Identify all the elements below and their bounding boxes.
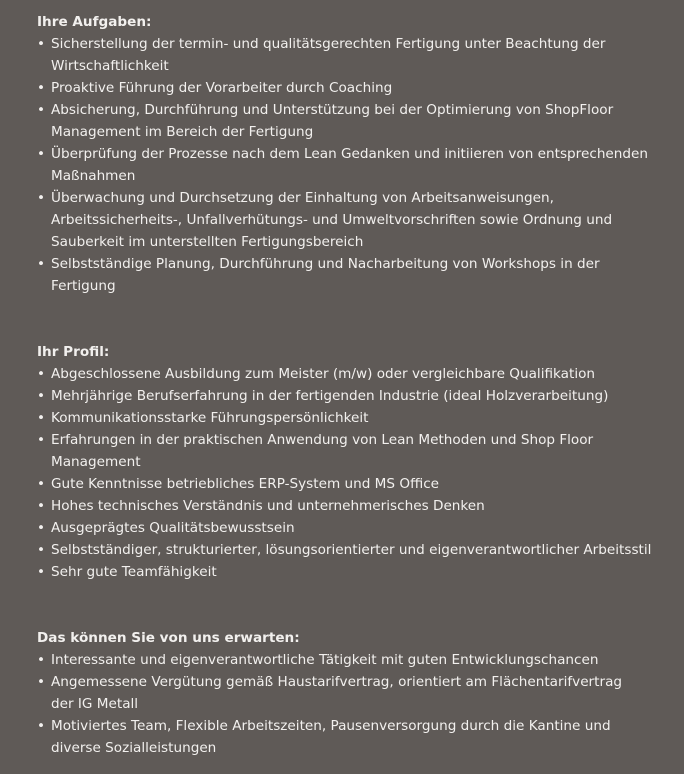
list-item (37, 539, 663, 561)
bullet-list (37, 363, 684, 583)
list-item-text: • Sicherstellung der termin- und qualitätsgerechten Fertigung unter Beachtung der (51, 36, 606, 52)
list-item-text: • Sehr gute Teamfähigkeit (51, 564, 217, 580)
list-item-text: • Selbstständiger, strukturierter, lösungsorientierter und eigenverantwortlicher Arbeitsstil (51, 542, 652, 558)
section-benefits (37, 627, 684, 759)
list-item-text: • Proaktive Führung der Vorarbeiter durch Coaching (51, 80, 393, 96)
list-item (37, 561, 663, 583)
bullet-list (37, 649, 684, 759)
list-item-text: • Erfahrungen in der praktischen Anwendung von Lean Methoden und Shop Floor (51, 432, 594, 448)
section-heading: Ihre Aufgaben: (37, 14, 152, 30)
list-item-text: • Überprüfung der Prozesse nach dem Lean Gedanken und initiieren von entsprechenden (51, 146, 649, 162)
list-item (37, 99, 663, 143)
list-item (37, 517, 663, 539)
list-item (37, 77, 663, 99)
list-item-text: diverse Sozialleistungen (51, 740, 217, 756)
list-item-text: • Kommunikationsstarke Führungspersönlichkeit (51, 410, 369, 426)
list-item (37, 649, 663, 671)
section-heading: Das können Sie von uns erwarten: (37, 630, 300, 646)
list-item-text: • Hohes technisches Verständnis und unternehmerisches Denken (51, 498, 485, 514)
list-item-text: Fertigung (51, 278, 116, 294)
list-item (37, 429, 663, 473)
list-item (37, 143, 663, 187)
list-item-text: Maßnahmen (51, 168, 136, 184)
list-item-text: Management im Bereich der Fertigung (51, 124, 314, 140)
list-item-text: Sauberkeit im unterstellten Fertigungsbereich (51, 234, 364, 250)
list-item (37, 187, 663, 253)
list-item-text: • Überwachung und Durchsetzung der Einhaltung von Arbeitsanweisungen, (51, 190, 554, 206)
list-item (37, 715, 663, 759)
list-item-text: Management (51, 454, 141, 470)
list-item (37, 495, 663, 517)
list-item (37, 253, 663, 297)
list-item-text: • Motiviertes Team, Flexible Arbeitszeiten, Pausenversorgung durch die Kantine und (51, 718, 611, 734)
list-item-text: Arbeitssicherheits-, Unfallverhütungs- und Umweltvorschriften sowie Ordnung und (51, 212, 613, 228)
section-heading: Ihr Profil: (37, 344, 110, 360)
list-item-text: Wirtschaftlichkeit (51, 58, 169, 74)
list-item (37, 473, 663, 495)
list-item (37, 363, 663, 385)
section-aufgaben (37, 11, 684, 297)
list-item-text: • Angemessene Vergütung gemäß Haustarifvertrag, orientiert am Flächentarifvertrag (51, 674, 623, 690)
list-item (37, 385, 663, 407)
list-item (37, 407, 663, 429)
list-item-text: • Mehrjährige Berufserfahrung in der fertigenden Industrie (ideal Holzverarbeitung) (51, 388, 609, 404)
list-item (37, 33, 663, 77)
list-item (37, 671, 663, 715)
list-item-text: • Selbstständige Planung, Durchführung und Nacharbeitung von Workshops in der (51, 256, 600, 272)
list-item-text: • Gute Kenntnisse betriebliches ERP-System und MS Office (51, 476, 440, 492)
bullet-list (37, 33, 684, 297)
list-item-text: • Ausgeprägtes Qualitätsbewusstsein (51, 520, 295, 536)
list-item-text: • Absicherung, Durchführung und Unterstützung bei der Optimierung von ShopFloor (51, 102, 614, 118)
section-profil (37, 341, 684, 583)
list-item-text: der IG Metall (51, 696, 139, 712)
list-item-text: • Abgeschlossene Ausbildung zum Meister (m/w) oder vergleichbare Qualifikation (51, 366, 596, 382)
list-item-text: • Interessante und eigenverantwortliche Tätigkeit mit guten Entwicklungschancen (51, 652, 599, 668)
